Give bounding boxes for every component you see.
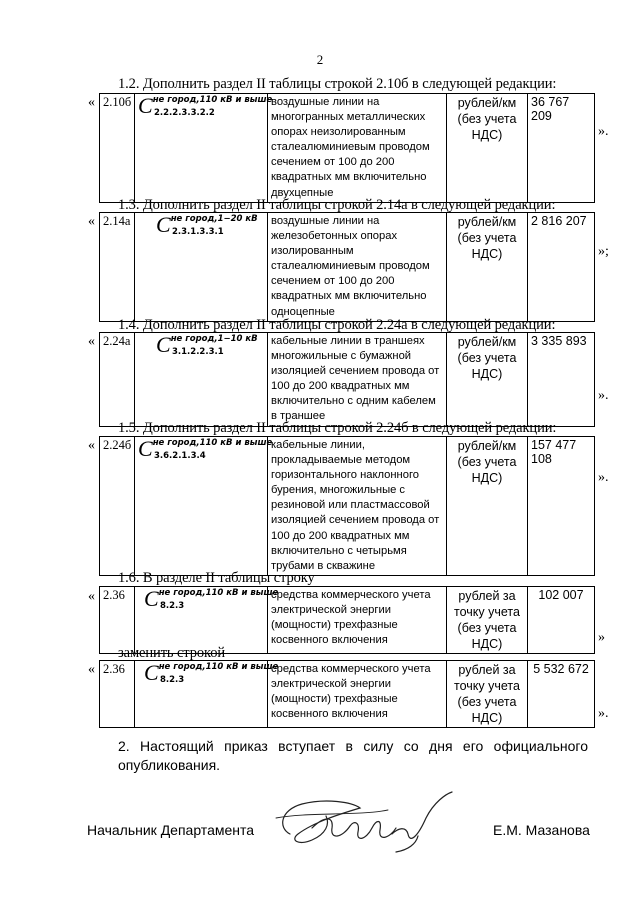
quote-close: ». bbox=[598, 706, 609, 721]
row-unit: рублей/км (без учета НДС) bbox=[447, 437, 528, 576]
signature-title: Начальник Департамента bbox=[87, 822, 255, 838]
row-code: 2.36 bbox=[100, 587, 135, 654]
coefficient-symbol: C bbox=[138, 93, 153, 118]
quote-open: « bbox=[88, 95, 95, 110]
row-value: 36 767 209 bbox=[528, 94, 595, 203]
table-row-2-36-new bbox=[99, 660, 595, 728]
coefficient-subscript: 2.3.1.3.3.1 bbox=[172, 227, 224, 237]
table-row-2-10b bbox=[99, 93, 595, 203]
row-description: кабельные линии в траншеях многожильные с бумажной изоляцией сечением провода от 100 до 200 квадратных мм включительно с одним кабелем в траншее bbox=[268, 333, 447, 427]
row-coefficient bbox=[135, 93, 273, 203]
coefficient-symbol: C bbox=[144, 586, 159, 611]
coefficient-superscript: не город,110 кВ и выше bbox=[158, 588, 279, 598]
row-unit: рублей за точку учета (без учета НДС) bbox=[447, 661, 528, 728]
row-value: 3 335 893 bbox=[528, 333, 595, 427]
quote-open: « bbox=[88, 438, 95, 453]
section-heading-1-2: 1.2. Дополнить раздел II таблицы строкой 2.10б в следующей редакции: bbox=[118, 76, 557, 92]
row-code: 2.10б bbox=[100, 94, 135, 203]
row-description: воздушные линии на железобетонных опорах изолированным сталеалюминиевым проводом сечением от 100 до 200 квадратных мм включительно одноцепные bbox=[268, 213, 447, 322]
table-row-2-14a bbox=[99, 212, 595, 322]
row-unit: рублей/км (без учета НДС) bbox=[447, 213, 528, 322]
row-description: воздушные линии на многогранных металлических опорах неизолированным сталеалюминиевым проводом сечением от 100 до 200 квадратных мм включительно двухцепные bbox=[268, 94, 447, 203]
table-row-2-24b bbox=[99, 436, 595, 576]
coefficient-subscript: 3.6.2.1.3.4 bbox=[154, 451, 206, 461]
coefficient-symbol: C bbox=[156, 332, 171, 357]
row-code: 2.36 bbox=[100, 661, 135, 728]
row-unit: рублей за точку учета (без учета НДС) bbox=[447, 587, 528, 654]
row-description: кабельные линии, прокладываемые методом горизонтального наклонного бурения, многожильные с резиновой или пластмассовой изоляцией сечением провода от 100 до 200 квадратных мм включительно с четырьмя трубами в скважине bbox=[268, 437, 447, 576]
coefficient-subscript: 8.2.3 bbox=[160, 675, 185, 685]
quote-close: »; bbox=[598, 244, 609, 259]
page-number: 2 bbox=[316, 52, 324, 67]
row-coefficient bbox=[135, 436, 273, 576]
coefficient-subscript: 8.2.3 bbox=[160, 601, 185, 611]
section-heading-1-3: 1.3. Дополнить раздел II таблицы строкой 2.14а в следующей редакции: bbox=[118, 197, 556, 213]
coefficient-symbol: C bbox=[156, 212, 171, 237]
row-description: средства коммерческого учета электрической энергии (мощности) трехфазные косвенного включения bbox=[268, 587, 447, 654]
coefficient-superscript: не город,1−10 кВ bbox=[170, 334, 258, 344]
coefficient-superscript: не город,1−20 кВ bbox=[170, 214, 258, 224]
coefficient-superscript: не город,110 кВ и выше bbox=[152, 438, 273, 448]
row-coefficient bbox=[135, 660, 279, 728]
coefficient-superscript: не город,110 кВ и выше bbox=[152, 95, 273, 105]
coefficient-subscript: 2.2.2.3.3.2.2 bbox=[154, 108, 215, 118]
coefficient-superscript: не город,110 кВ и выше bbox=[158, 662, 279, 672]
quote-close: » bbox=[598, 630, 605, 645]
paragraph-2: 2. Настоящий приказ вступает в силу со дня его официального опубликования. bbox=[118, 738, 588, 773]
coefficient-symbol: C bbox=[138, 436, 153, 461]
section-heading-1-4: 1.4. Дополнить раздел II таблицы строкой 2.24а в следующей редакции: bbox=[118, 317, 556, 333]
row-code: 2.24б bbox=[100, 437, 135, 576]
row-value: 157 477 108 bbox=[528, 437, 595, 576]
row-unit: рублей/км (без учета НДС) bbox=[447, 333, 528, 427]
row-code: 2.24а bbox=[100, 333, 135, 427]
section-heading-1-6: 1.6. В разделе II таблицы строку bbox=[118, 570, 315, 586]
quote-open: « bbox=[88, 334, 95, 349]
coefficient-subscript: 3.1.2.2.3.1 bbox=[172, 347, 224, 357]
signatory-name: Е.М. Мазанова bbox=[493, 822, 590, 838]
row-value: 5 532 672 bbox=[528, 661, 595, 728]
quote-close: ». bbox=[598, 124, 609, 139]
coefficient-symbol: C bbox=[144, 660, 159, 685]
handwritten-signature bbox=[268, 788, 458, 858]
row-description: средства коммерческого учета электрической энергии (мощности) трехфазные косвенного включения bbox=[268, 661, 447, 728]
table-row-2-36-old bbox=[99, 586, 595, 654]
replace-heading: заменить строкой bbox=[118, 645, 226, 661]
row-unit: рублей/км (без учета НДС) bbox=[447, 94, 528, 203]
row-coefficient bbox=[135, 586, 279, 654]
quote-close: ». bbox=[598, 470, 609, 485]
row-coefficient bbox=[135, 213, 268, 322]
row-value: 2 816 207 bbox=[528, 213, 595, 322]
quote-open: « bbox=[88, 662, 95, 677]
row-coefficient bbox=[135, 333, 268, 427]
row-code: 2.14а bbox=[100, 213, 135, 322]
section-heading-1-5: 1.5. Дополнить раздел II таблицы строкой 2.24б в следующей редакции: bbox=[118, 420, 557, 436]
table-row-2-24a bbox=[99, 332, 595, 427]
quote-close: ». bbox=[598, 388, 609, 403]
quote-open: « bbox=[88, 214, 95, 229]
row-value: 102 007 bbox=[528, 587, 595, 654]
quote-open: « bbox=[88, 589, 95, 604]
